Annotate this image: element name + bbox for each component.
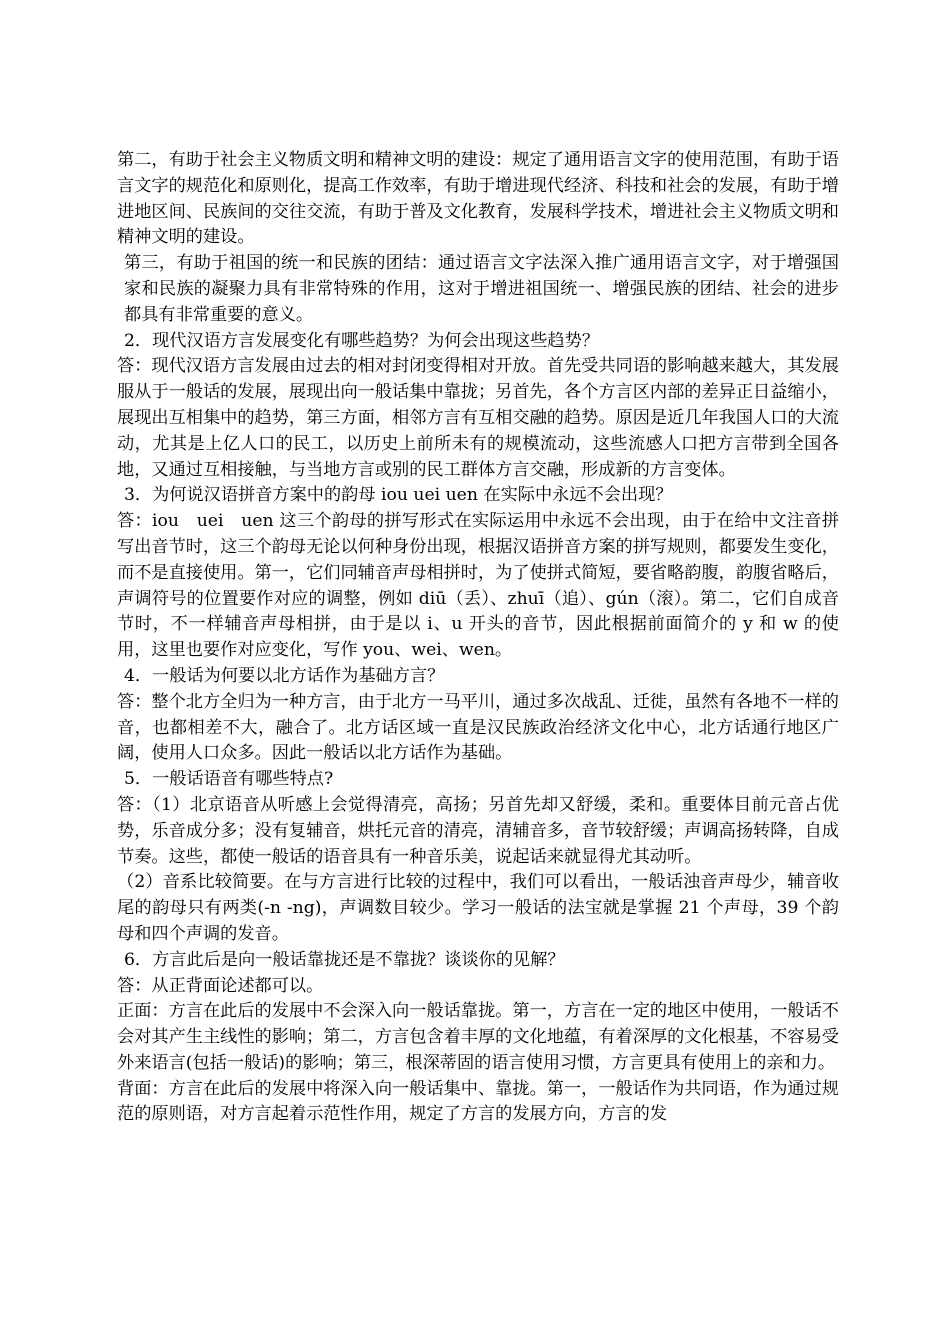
- answer-5-part-2: （2）音系比较简要。在与方言进行比较的过程中，我们可以看出，一般话浊音声母少，辅音收尾的韵母只有两类(-n -ng)，声调数目较少。学习一般话的法宝就是掌握 21 个声母，39 个韵母和四个声调的发音。: [117, 872, 839, 944]
- paragraph-third-point: 第三，有助于祖国的统一和民族的团结：通过语言文字法深入推广通用语言文字，对于增强国家和民族的凝聚力具有非常特殊的作用，这对于增进祖国统一、增强民族的团结、社会的进步都具有非常重要的意义。: [124, 253, 839, 325]
- answer-2: 答：现代汉语方言发展由过去的相对封闭变得相对开放。首先受共同语的影响越来越大，其发展服从于一般话的发展，展现出向一般话集中靠拢；另首先，各个方言区内部的差异正日益缩小，展现出互相集中的趋势，第三方面，相邻方言有互相交融的趋势。原因是近几年我国人口的大流动，尤其是上亿人口的民工，以历史上前所未有的规模流动，这些流感人口把方言带到全国各地，又通过互相接触，与当地方言或别的民工群体方言交融，形成新的方言变体。: [117, 356, 839, 480]
- document-page: [117, 148, 839, 1128]
- question-2: 2．现代汉语方言发展变化有哪些趋势？为何会出现这些趋势？: [124, 330, 600, 351]
- paragraph-second-point: 第二，有助于社会主义物质文明和精神文明的建设：规定了通用语言文字的使用范围，有助于语言文字的规范化和原则化，提高工作效率，有助于增进现代经济、科技和社会的发展，有助于增进地区间、民族间的交往交流，有助于普及文化教育，发展科学技术，增进社会主义物质文明和精神文明的建设。: [117, 150, 839, 248]
- question-6: 6．方言此后是向一般话靠拢还是不靠拢？谈谈你的见解？: [124, 949, 565, 970]
- question-4: 4．一般话为何要以北方话作为基础方言？: [124, 665, 445, 686]
- question-3: 3．为何说汉语拼音方案中的韵母 iou uei uen 在实际中永远不会出现？: [124, 485, 673, 506]
- question-5: 5．一般话语音有哪些特点?: [124, 769, 334, 790]
- answer-3: 答：iou uei uen 这三个韵母的拼写形式在实际运用中永远不会出现，由于在给中文注音拼写出音节时，这三个韵母无论以何种身份出现，根据汉语拼音方案的拼写规则，都要发生变化，而不是直接使用。第一，它们同辅音声母相拼时，为了使拼式简短，要省略韵腹，韵腹省略后，声调符号的位置要作对应的调整，例如 diū（丢）、zhuī（追）、gún（滚）。第二，它们自成音节时，不一样辅音声母相拼，由于是以 i、u 开头的音节，因此根据前面简介的 y 和 w 的使用，这里也要作对应变化，写作 you、wei、wen。: [117, 511, 839, 661]
- answer-6-positive: 正面：方言在此后的发展中不会深入向一般话靠拢。第一，方言在一定的地区中使用，一般话不会对其产生主线性的影响；第二，方言包含着丰厚的文化地蕴，有着深厚的文化根基，不容易受外来语言(包括一般话)的影响；第三，根深蒂固的语言使用习惯，方言更具有使用上的亲和力。: [117, 1001, 839, 1073]
- answer-6-intro: 答：从正背面论述都可以。: [117, 975, 324, 996]
- answer-6-negative: 背面：方言在此后的发展中将深入向一般话集中、靠拢。第一，一般话作为共同语，作为通过规范的原则语，对方言起着示范性作用，规定了方言的发展方向，方言的发: [117, 1078, 839, 1125]
- answer-5-part-1: 答：（1）北京语音从听感上会觉得清亮，高扬；另首先却又舒缓，柔和。重要体目前元音占优势，乐音成分多；没有复辅音，烘托元音的清亮，清辅音多，音节较舒缓；声调高扬转降，自成节奏。这些，都使一般话的语音具有一种音乐美，说起话来就显得尤其动听。: [117, 794, 839, 867]
- answer-4: 答：整个北方全归为一种方言，由于北方一马平川，通过多次战乱、迁徙，虽然有各地不一样的音，也都相差不大，融合了。北方话区域一直是汉民族政治经济文化中心，北方话通行地区广阔，使用人口众多。因此一般话以北方话作为基础。: [117, 691, 839, 764]
